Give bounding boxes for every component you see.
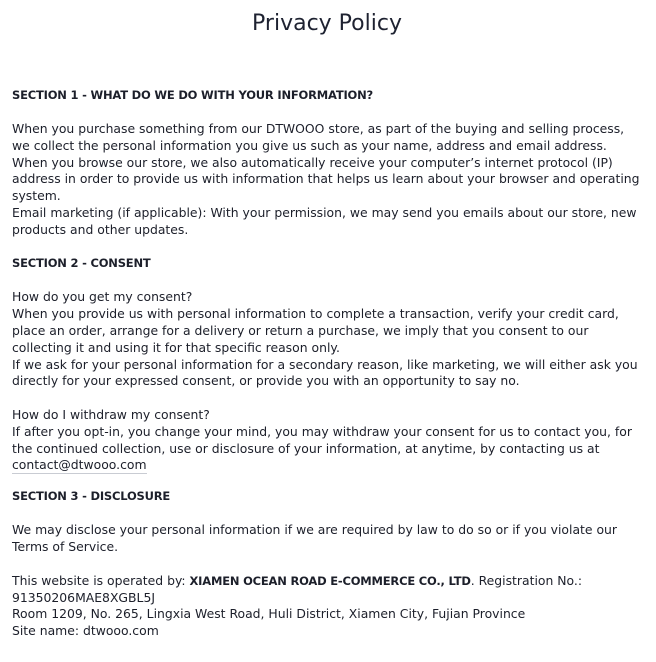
spacer [12, 556, 646, 573]
section-2-line: collecting it and using it for that specific reason only. [12, 339, 340, 355]
site-name: Site name: dtwooo.com [12, 623, 159, 639]
section-2-line: the continued collection, use or disclosure of your information, at anytime, by contacting us at [12, 440, 600, 456]
section-1-line: system. [12, 188, 61, 204]
section-2-line: place an order, arrange for a delivery or return a purchase, we imply that you consent to our [12, 322, 589, 338]
section-1-line: Email marketing (if applicable): With your permission, we may send you emails about our store, new [12, 204, 637, 220]
section-2-heading: SECTION 2 - CONSENT [12, 256, 151, 271]
contact-email-link[interactable]: contact@dtwooo.com [12, 457, 147, 473]
section-3-line: We may disclose your personal information if we are required by law to do so or if you violate our [12, 522, 617, 538]
section-2-line: If after you opt-in, you change your mind, you may withdraw your consent for us to contact you, for [12, 423, 632, 439]
section-2-line: If we ask for your personal information for a secondary reason, like marketing, we will either ask you [12, 356, 638, 372]
company-address: Room 1209, No. 265, Lingxia West Road, Huli District, Xiamen City, Fujian Province [12, 606, 526, 622]
spacer [12, 474, 646, 488]
operator-line [12, 573, 646, 590]
section-2-line: How do you get my consent? [12, 289, 193, 305]
policy-content [12, 87, 646, 640]
company-name: XIAMEN OCEAN ROAD E-COMMERCE CO., LTD [189, 573, 471, 588]
section-2-line: How do I withdraw my consent? [12, 406, 210, 422]
operator-prefix: This website is operated by: [12, 572, 190, 588]
section-1-line: address in order to provide us with information that helps us learn about your browser and operating [12, 171, 640, 187]
section-2-line: When you provide us with personal information to complete a transaction, verify your credit card, [12, 306, 619, 322]
registration-label: . Registration No.: [470, 572, 582, 588]
spacer [12, 239, 646, 256]
section-1-line: we collect the personal information you give us such as your name, address and email address. [12, 137, 607, 153]
section-1-heading: SECTION 1 - WHAT DO WE DO WITH YOUR INFORMATION? [12, 88, 374, 102]
registration-number: 91350206MAE8XGBL5J [12, 589, 155, 605]
section-3-heading: SECTION 3 - DISCLOSURE [12, 489, 171, 504]
section-1-line: When you browse our store, we also automatically receive your computer’s internet protocol (IP) [12, 154, 613, 170]
section-1-line: products and other updates. [12, 221, 189, 237]
section-1-line: When you purchase something from our DTWOOO store, as part of the buying and selling process, [12, 121, 625, 136]
spacer [12, 390, 646, 407]
contact-email-line [12, 457, 646, 474]
page-title: Privacy Policy [252, 11, 402, 36]
section-3-line: Terms of Service. [12, 539, 119, 555]
section-2-line: directly for your expressed consent, or provide you with an opportunity to say no. [12, 373, 520, 389]
